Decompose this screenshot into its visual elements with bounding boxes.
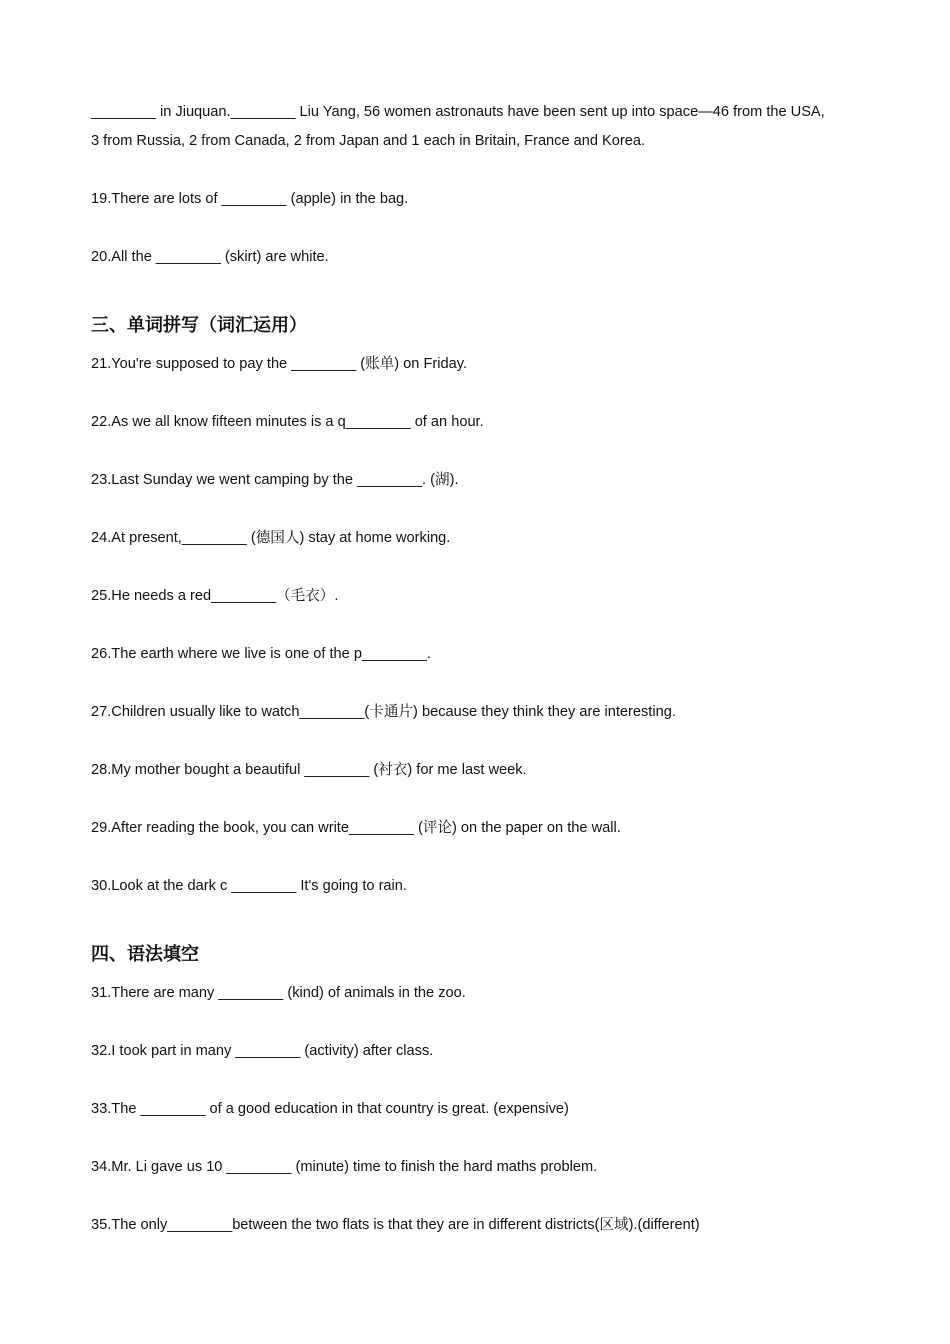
- question-21: 21.You're supposed to pay the ________ (账单) on Friday.: [91, 356, 467, 372]
- passage-line-1: ________ in Jiuquan.________ Liu Yang, 56 women astronauts have been sent up into space—46 from the USA,: [91, 104, 825, 120]
- question-34: 34.Mr. Li gave us 10 ________ (minute) time to finish the hard maths problem.: [91, 1159, 598, 1175]
- question-25: 25.He needs a red________（毛衣）.: [91, 588, 339, 604]
- question-20: 20.All the ________ (skirt) are white.: [91, 249, 329, 265]
- question-35: 35.The only________between the two flats is that they are in different districts(区域).(different): [91, 1217, 700, 1233]
- question-24: 24.At present,________ (德国人) stay at home working.: [91, 530, 451, 546]
- question-33: 33.The ________ of a good education in that country is great. (expensive): [91, 1101, 569, 1117]
- question-26: 26.The earth where we live is one of the p________.: [91, 646, 431, 662]
- question-19: 19.There are lots of ________ (apple) in the bag.: [91, 191, 409, 207]
- question-32: 32.I took part in many ________ (activity) after class.: [91, 1043, 434, 1059]
- question-27: 27.Children usually like to watch________(卡通片) because they think they are interesting.: [91, 704, 676, 720]
- passage-line-2: 3 from Russia, 2 from Canada, 2 from Japan and 1 each in Britain, France and Korea.: [91, 133, 646, 149]
- question-28: 28.My mother bought a beautiful ________ (衬衣) for me last week.: [91, 762, 527, 778]
- question-29: 29.After reading the book, you can write________ (评论) on the paper on the wall.: [91, 820, 621, 836]
- question-22: 22.As we all know fifteen minutes is a q________ of an hour.: [91, 414, 484, 430]
- section-4-heading: 四、语法填空: [91, 944, 199, 965]
- question-30: 30.Look at the dark c ________ It's going to rain.: [91, 878, 407, 894]
- section-3-heading: 三、单词拼写（词汇运用）: [91, 315, 307, 336]
- question-23: 23.Last Sunday we went camping by the ________. (湖).: [91, 472, 459, 488]
- question-31: 31.There are many ________ (kind) of animals in the zoo.: [91, 985, 466, 1001]
